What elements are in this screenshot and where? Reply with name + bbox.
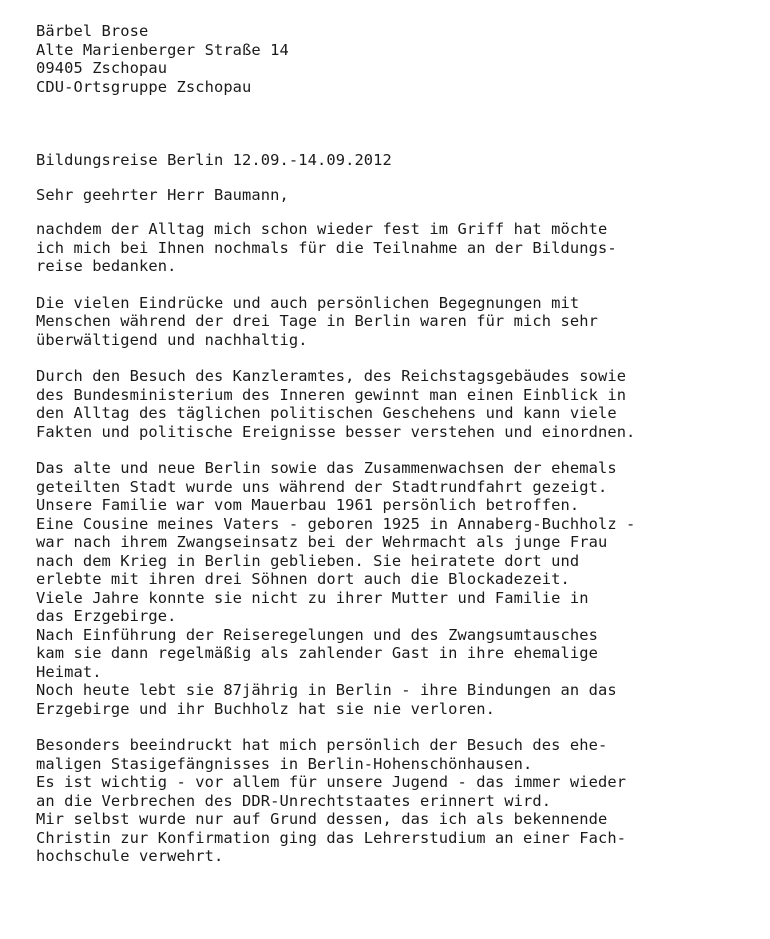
text-line: Das alte und neue Berlin sowie das Zusammenwachsen der ehemals <box>36 459 617 477</box>
text-line: Christin zur Konfirmation ging das Lehrerstudium an einer Fach- <box>36 828 627 847</box>
sender-organization: CDU-Ortsgruppe Zschopau <box>36 77 252 96</box>
text-line: Eine Cousine meines Vaters - geboren 1925 in Annaberg-Buchholz - <box>36 514 636 533</box>
paragraph-3 <box>36 367 736 441</box>
text-line: den Alltag des täglichen politischen Geschehens und kann viele <box>36 404 617 422</box>
text-line: Es ist wichtig - vor allem für unsere Jugend - das immer wieder <box>36 773 627 791</box>
text-line: war nach ihrem Zwangseinsatz bei der Wehrmacht als junge Frau <box>36 533 608 551</box>
text-line: maligen Stasigefängnisses in Berlin-Hohenschönhausen. <box>36 754 533 773</box>
sender-street: Alte Marienberger Straße 14 <box>36 40 289 59</box>
letter-page <box>36 22 736 866</box>
text-line: des Bundesministerium des Inneren gewinnt man einen Einblick in <box>36 385 627 404</box>
letter-salutation: Sehr geehrter Herr Baumann, <box>36 185 289 204</box>
text-line: hochschule verwehrt. <box>36 847 224 865</box>
text-line: Nach Einführung der Reiseregelungen und des Zwangsumtausches <box>36 625 598 644</box>
paragraph-4 <box>36 459 736 718</box>
text-line: Durch den Besuch des Kanzleramtes, des Reichstagsgebäudes sowie <box>36 367 627 385</box>
text-line: überwältigend und nachhaltig. <box>36 330 308 349</box>
text-line: das Erzgebirge. <box>36 607 177 625</box>
text-line: nachdem der Alltag mich schon wieder fest im Griff hat möchte <box>36 220 608 238</box>
text-line: Die vielen Eindrücke und auch persönlichen Begegnungen mit <box>36 293 580 312</box>
sender-address <box>36 22 736 96</box>
paragraph-5 <box>36 736 736 866</box>
text-line: Unsere Familie war vom Mauerbau 1961 persönlich betroffen. <box>36 496 580 514</box>
text-line: Heimat. <box>36 662 102 681</box>
text-line: Mir selbst wurde nur auf Grund dessen, das ich als bekennende <box>36 810 608 828</box>
paragraph-1 <box>36 220 736 276</box>
text-line: Viele Jahre konnte sie nicht zu ihrer Mutter und Familie in <box>36 588 589 607</box>
text-line: Fakten und politische Ereignisse besser verstehen und einordnen. <box>36 422 636 441</box>
text-line: Erzgebirge und ihr Buchholz hat sie nie verloren. <box>36 699 495 718</box>
sender-name: Bärbel Brose <box>36 22 149 40</box>
text-line: Besonders beeindruckt hat mich persönlich der Besuch des ehe- <box>36 736 608 754</box>
text-line: reise bedanken. <box>36 257 177 275</box>
text-line: ich mich bei Ihnen nochmals für die Teilnahme an der Bildungs- <box>36 238 617 257</box>
text-line: nach dem Krieg in Berlin geblieben. Sie heiratete dort und <box>36 551 580 570</box>
sender-city: 09405 Zschopau <box>36 59 168 77</box>
text-line: kam sie dann regelmäßig als zahlender Gast in ihre ehemalige <box>36 644 598 662</box>
letter-subject: Bildungsreise Berlin 12.09.-14.09.2012 <box>36 151 392 169</box>
text-line: Menschen während der drei Tage in Berlin waren für mich sehr <box>36 312 598 330</box>
text-line: an die Verbrechen des DDR-Unrechtstaates erinnert wird. <box>36 791 552 810</box>
text-line: Noch heute lebt sie 87jährig in Berlin - ihre Bindungen an das <box>36 681 617 699</box>
paragraph-2 <box>36 294 736 350</box>
text-line: geteilten Stadt wurde uns während der Stadtrundfahrt gezeigt. <box>36 477 608 496</box>
text-line: erlebte mit ihren drei Söhnen dort auch die Blockadezeit. <box>36 570 570 588</box>
